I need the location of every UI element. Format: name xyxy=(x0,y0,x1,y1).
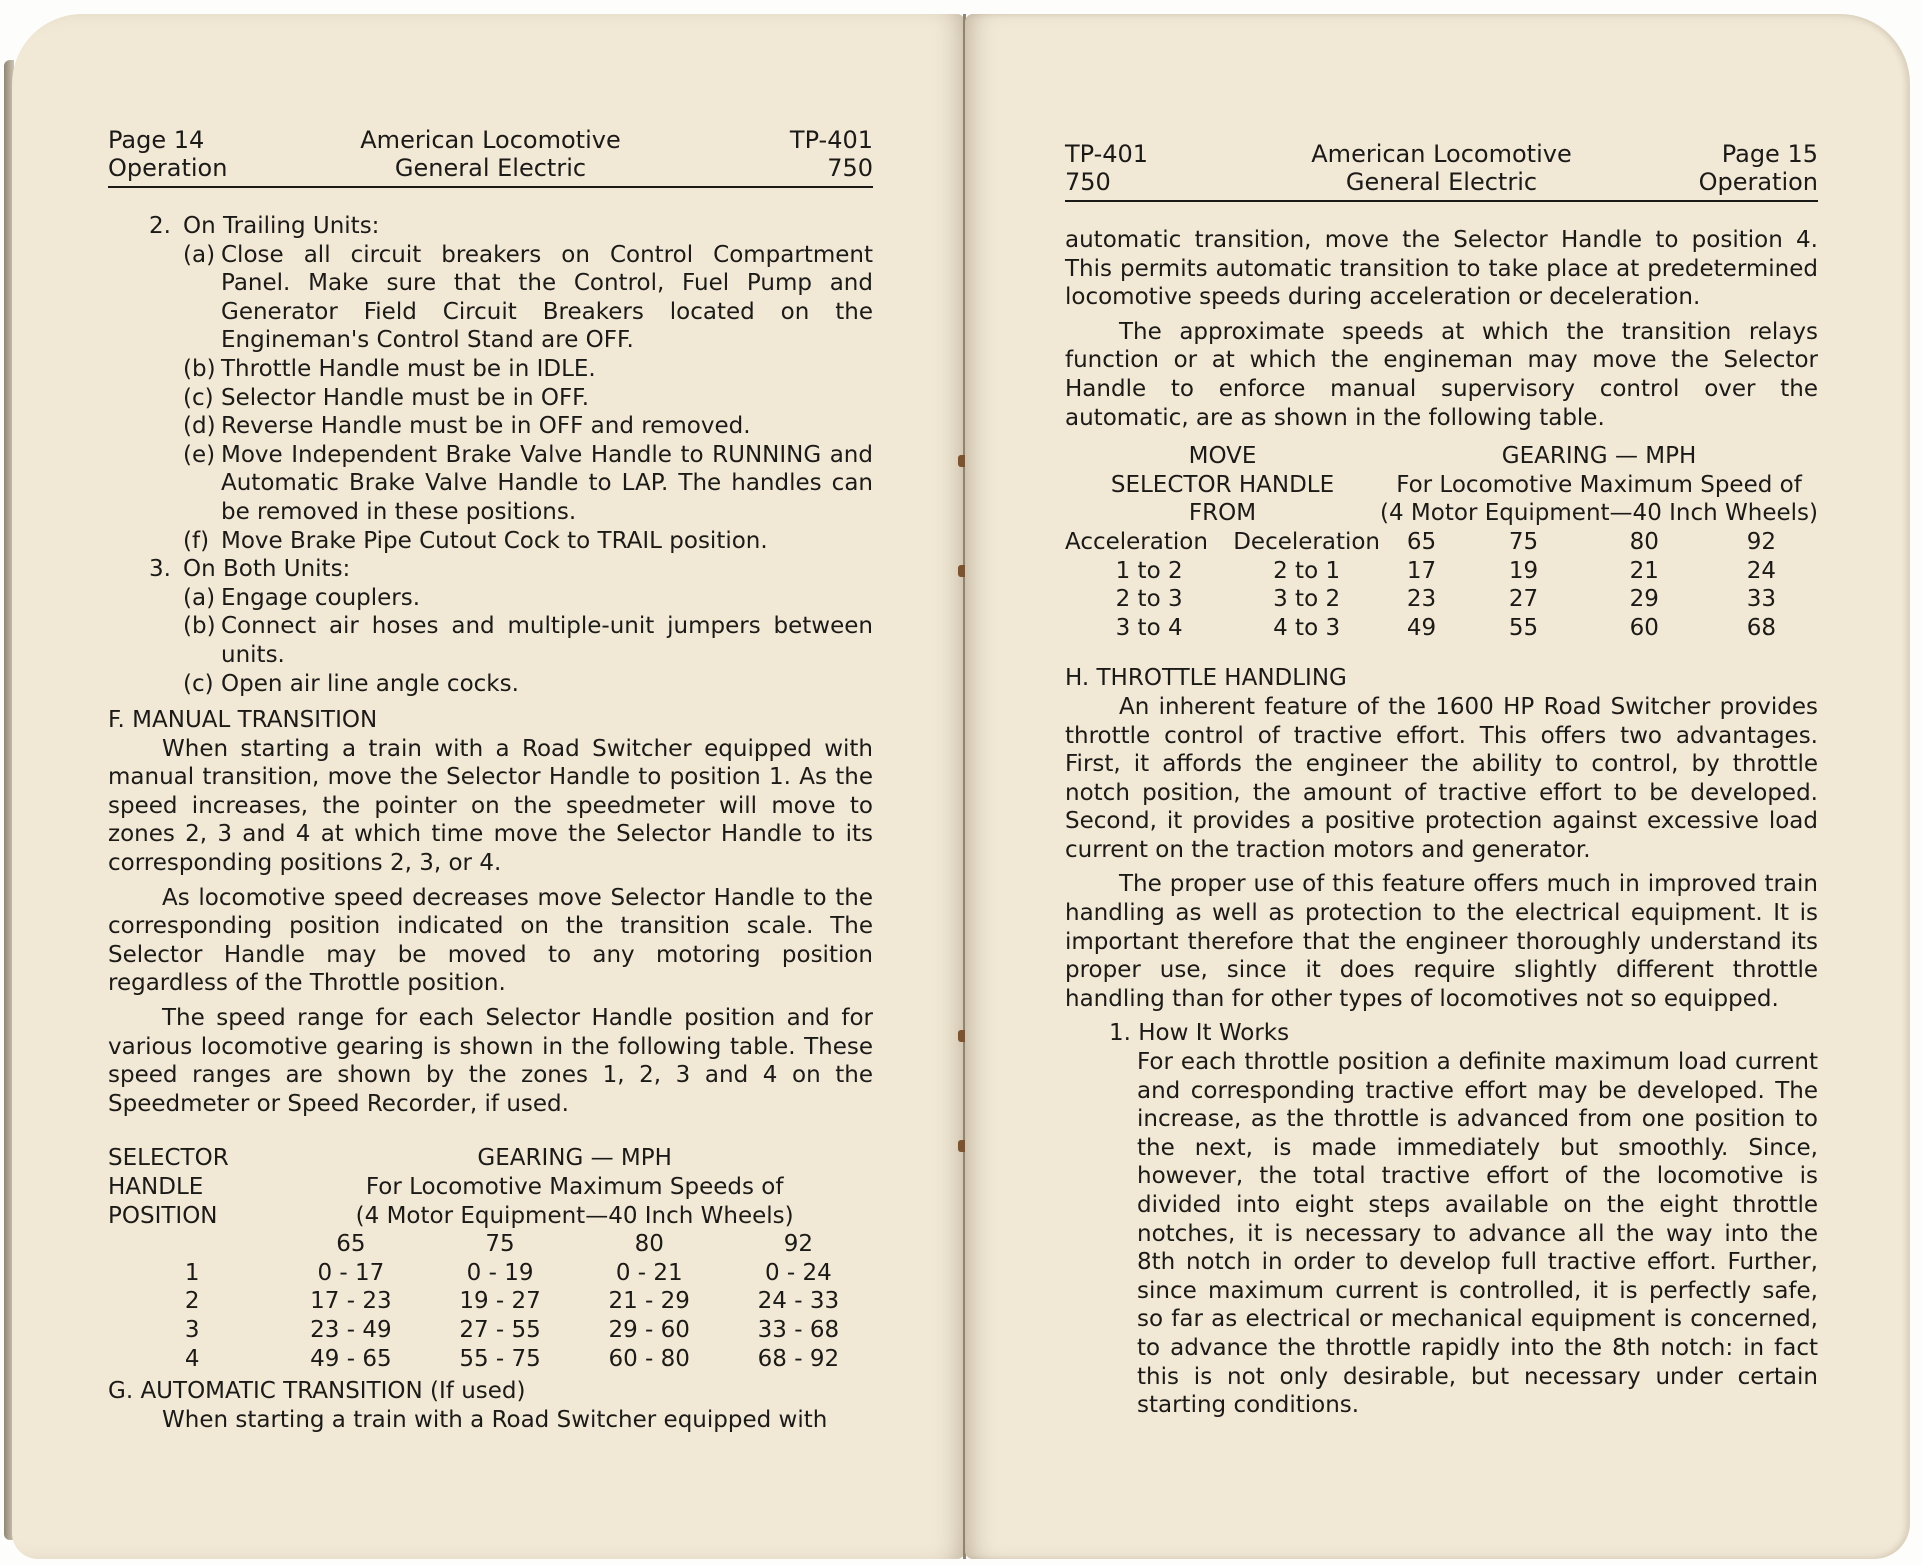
list-title: On Both Units: xyxy=(183,556,351,583)
paragraph: As locomotive speed decreases move Selector Handle to the corresponding position indicated on the transition scale. The Selector Handle may be moved to any motoring position regardless of the Throttle position. xyxy=(108,884,873,997)
table-row xyxy=(1065,585,1818,614)
list-item xyxy=(108,241,873,355)
column-header: 92 xyxy=(783,1231,814,1258)
column-header: 80 xyxy=(1629,528,1659,555)
header-center xyxy=(108,126,873,182)
table-row xyxy=(108,1259,873,1288)
column-header: 92 xyxy=(1746,528,1776,555)
list-title: On Trailing Units: xyxy=(183,213,380,239)
list-item-trailing-units xyxy=(108,212,873,241)
list-letter: (a) xyxy=(183,584,216,611)
list-item-both-units xyxy=(108,555,873,584)
table-row xyxy=(108,1287,873,1316)
table-label: MOVE xyxy=(1188,443,1257,470)
table-cell: 2 xyxy=(184,1288,200,1315)
table-cell: 2 to 3 xyxy=(1115,586,1183,613)
table-cell: 19 xyxy=(1508,557,1539,584)
table-cell: 68 - 92 xyxy=(757,1345,840,1372)
doc-code: TP-401 xyxy=(1065,140,1149,168)
table-subtitle: (4 Motor Equipment—40 Inch Wheels) xyxy=(355,1202,794,1229)
publisher-line1: American Locomotive xyxy=(1311,140,1572,168)
table-cell: 33 xyxy=(1746,586,1776,613)
table-cell: 17 xyxy=(1406,557,1437,584)
column-header: 80 xyxy=(634,1231,664,1258)
table-cell: 49 xyxy=(1406,614,1437,641)
table-cell: 33 - 68 xyxy=(757,1316,840,1343)
doc-code: TP-401 xyxy=(789,126,873,154)
table-cell: 29 - 60 xyxy=(608,1316,690,1343)
paragraph: For each throttle position a definite maximum load current and corresponding tractive effort may be developed. The increase, as the throttle is advanced from one position to the next, is made immediately but smoothly. Since, however, the total tractive effort of the locomotive is divided into eight steps available on the eight throttle notches, it is necessary to advance all the way into the 8th notch in order to develop full tractive effort. Further, since maximum current is controlled, it is perfectly safe, so far as electrical or mechanical equipment is concerned, to advance the throttle rapidly into the 8th notch: in fact this is not only desirable, but necessary under certain starting conditions. xyxy=(1137,1049,1818,1419)
table-cell: 17 - 23 xyxy=(310,1288,392,1315)
publisher-line1: American Locomotive xyxy=(360,126,621,154)
list-letter: (b) xyxy=(183,355,216,382)
list-text: Throttle Handle must be in IDLE. xyxy=(221,355,596,382)
table-cell: 27 - 55 xyxy=(459,1316,541,1343)
header-right xyxy=(1699,140,1818,196)
column-header: Acceleration xyxy=(1065,528,1208,555)
list-text: Connect air hoses and multiple-unit jumpers between units. xyxy=(221,613,873,668)
table-cell: 60 - 80 xyxy=(608,1345,690,1372)
list-text: Engage couplers. xyxy=(221,584,421,611)
list-letter: (a) xyxy=(183,241,216,268)
publisher-line2: General Electric xyxy=(394,154,587,182)
table-cell: 23 xyxy=(1406,586,1437,613)
table-title: GEARING — MPH xyxy=(1501,443,1697,470)
table-cell: 0 - 19 xyxy=(466,1259,534,1286)
list-text: Open air line angle cocks. xyxy=(221,670,519,697)
list-text: Close all circuit breakers on Control Compartment Panel. Make sure that the Control, Fuel Pump and Generator Field Circuit Breakers located on the Engineman's Control Stand are OFF. xyxy=(221,241,873,354)
right-page xyxy=(965,14,1910,1559)
table-row xyxy=(1065,614,1818,643)
section-name: Operation xyxy=(1698,168,1818,196)
list-letter: (c) xyxy=(183,384,214,411)
paragraph: When starting a train with a Road Switcher equipped with xyxy=(162,1406,828,1433)
table-subtitle: For Locomotive Maximum Speed of xyxy=(1396,471,1802,498)
table-cell: 55 - 75 xyxy=(459,1345,541,1372)
page-number: Page 15 xyxy=(1721,140,1818,168)
table-cell: 60 xyxy=(1629,614,1659,641)
list-item xyxy=(108,527,873,556)
table-cell: 2 to 1 xyxy=(1273,557,1341,584)
list-item xyxy=(108,384,873,413)
left-page-header xyxy=(108,126,873,188)
right-page-body xyxy=(1065,226,1818,1420)
left-page-body xyxy=(108,212,873,1434)
list-text: Move Brake Pipe Cutout Cock to TRAIL position. xyxy=(221,527,768,554)
list-item xyxy=(108,355,873,384)
list-number: 2. xyxy=(149,213,171,239)
table-label: SELECTOR xyxy=(108,1145,229,1172)
section-name: Operation xyxy=(108,154,228,182)
table-label: SELECTOR HANDLE xyxy=(1110,471,1335,498)
table-row xyxy=(108,1345,873,1374)
table-cell: 4 xyxy=(184,1345,200,1372)
list-letter: (c) xyxy=(183,670,214,697)
list-number: 3. xyxy=(149,556,171,583)
paragraph: The approximate speeds at which the transition relays function or at which the engineman may move the Selector Handle to enforce manual supervisory control over the automatic, are as shown in the following table. xyxy=(1065,318,1818,431)
section-heading-h: H. THROTTLE HANDLING xyxy=(1065,665,1347,692)
page-number: Page 14 xyxy=(108,126,205,154)
transition-speed-table xyxy=(1065,442,1818,642)
list-item xyxy=(108,441,873,527)
table-cell: 1 to 2 xyxy=(1115,557,1183,584)
table-subtitle: (4 Motor Equipment—40 Inch Wheels) xyxy=(1380,500,1818,527)
list-item xyxy=(108,670,873,699)
paragraph: The proper use of this feature offers much in improved train handling as well as protection to the electrical equipment. It is important therefore that the engineer thoroughly understand its proper use, since it does require slightly different throttle handling than for other types of locomotives not so equipped. xyxy=(1065,871,1818,1012)
list-letter: (b) xyxy=(183,613,216,640)
table-cell: 0 - 17 xyxy=(317,1259,385,1286)
right-page-content xyxy=(1065,140,1818,1420)
left-page xyxy=(12,14,965,1559)
column-header: 75 xyxy=(1508,528,1539,555)
table-cell: 0 - 24 xyxy=(764,1259,832,1286)
list-letter: (f) xyxy=(183,527,210,554)
table-cell: 0 - 21 xyxy=(615,1259,683,1286)
table-row xyxy=(108,1316,873,1345)
paragraph: An inherent feature of the 1600 HP Road Switcher provides throttle control of tractive effort. This offers two advantages. First, it affords the engineer the ability to control, by throttle notch position, the amount of tractive effort to be developed. Second, it provides a positive protection against excessive load current on the traction motors and generator. xyxy=(1065,693,1818,863)
table-cell: 68 xyxy=(1746,614,1776,641)
paragraph: The speed range for each Selector Handle position and for various locomotive gearing is shown in the following table. These speed ranges are shown by the zones 1, 2, 3 and 4 on the Speedmeter or Speed Recorder, if used. xyxy=(108,1005,873,1117)
paragraph: automatic transition, move the Selector Handle to position 4. This permits automatic transition to take place at predetermined locomotive speeds during acceleration or deceleration. xyxy=(1065,227,1818,311)
table-cell: 49 - 65 xyxy=(310,1345,392,1372)
column-header: 65 xyxy=(336,1231,366,1258)
list-text: Selector Handle must be in OFF. xyxy=(221,384,590,411)
table-header-row xyxy=(1065,528,1818,557)
table-cell: 19 - 27 xyxy=(459,1288,541,1315)
publisher-line2: General Electric xyxy=(1345,168,1538,196)
table-row xyxy=(1065,557,1818,586)
table-label: POSITION xyxy=(108,1202,218,1229)
left-page-content xyxy=(108,126,873,1434)
table-cell: 3 xyxy=(184,1316,200,1343)
column-header: 75 xyxy=(485,1231,515,1258)
section-heading-g: G. AUTOMATIC TRANSITION (If used) xyxy=(108,1378,526,1405)
list-letter: (d) xyxy=(183,413,216,440)
list-item xyxy=(108,612,873,669)
table-label: HANDLE xyxy=(108,1174,204,1200)
header-right xyxy=(790,126,873,182)
list-letter: (e) xyxy=(183,441,216,468)
table-cell: 3 to 4 xyxy=(1115,614,1183,641)
column-header: Deceleration xyxy=(1233,528,1381,555)
section-heading-f: F. MANUAL TRANSITION xyxy=(108,707,378,734)
subsection-heading: 1. How It Works xyxy=(1109,1020,1290,1047)
table-label: FROM xyxy=(1188,500,1257,527)
paragraph: When starting a train with a Road Switcher equipped with manual transition, move the Selector Handle to position 1. As the speed increases, the pointer on the speedmeter will move to zones 2, 3 and 4 at which time move the Selector Handle to its corresponding positions 2, 3, or 4. xyxy=(108,735,873,877)
speed-range-table xyxy=(108,1144,873,1373)
doc-number: 750 xyxy=(827,154,873,182)
table-cell: 24 - 33 xyxy=(757,1288,840,1315)
table-title: GEARING — MPH xyxy=(477,1145,672,1172)
table-cell: 3 to 2 xyxy=(1273,586,1341,613)
list-text: Move Independent Brake Valve Handle to RUNNING and Automatic Brake Valve Handle to LAP. The handles can be removed in these positions. xyxy=(221,441,873,525)
list-text: Reverse Handle must be in OFF and removed. xyxy=(221,413,751,440)
column-header: 65 xyxy=(1406,528,1437,555)
table-subtitle: For Locomotive Maximum Speeds of xyxy=(365,1174,784,1200)
list-item xyxy=(108,412,873,441)
table-cell: 21 xyxy=(1629,557,1659,584)
table-cell: 55 xyxy=(1508,614,1539,641)
table-cell: 1 xyxy=(184,1259,200,1286)
table-header-row xyxy=(108,1230,873,1259)
list-item xyxy=(108,584,873,613)
table-cell: 21 - 29 xyxy=(608,1288,690,1315)
table-cell: 4 to 3 xyxy=(1273,614,1341,641)
table-cell: 27 xyxy=(1508,586,1539,613)
table-cell: 23 - 49 xyxy=(310,1316,392,1343)
doc-number: 750 xyxy=(1065,168,1111,196)
right-page-header xyxy=(1065,140,1818,202)
table-cell: 29 xyxy=(1629,586,1659,613)
table-cell: 24 xyxy=(1746,557,1776,584)
